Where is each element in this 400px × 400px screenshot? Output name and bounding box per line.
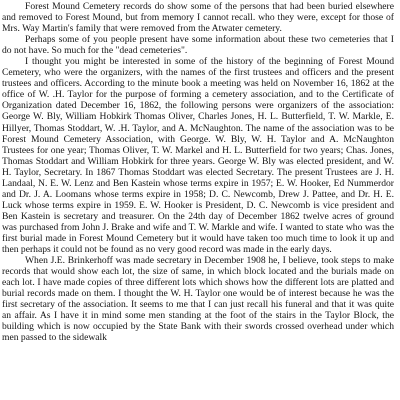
- paragraph-request-information: Perhaps some of you people present have some information about these two cemeteries that I do not have. So much for the "dead cemeteries".: [2, 34, 394, 57]
- paragraph-cemetery-history: I thought you might be interested in some of the history of the beginning of Forest Mound Cemetery, who were the organizers, with the names of the first trustees and officers and the present trustees and officers. According to the minute book a meeting was held on November 16, 1862 at the office of W. .H. Taylor for the purpose of forming a cemetery association, and to the Certificate of Organization dated December 16, 1862, the following persons were organizers of the association: George W. Bly, William Hobkirk Thomas Oliver, Charles Jones, H. L. Butterfield, T. W. Markle, E. Hillyer, Thomas Stoddart, W. .H. Taylor, and A. McNaughton. The name of the association was to be Forest Mound Cemetery Association, with George. W. Bly, W. H. Taylor and A. McNaughton Trustees for one year; Thomas Oliver, T. W. Markel and H. L. Butterfield for two years; Chas. Jones, Thomas Stoddart and William Hobkirk for three years. George W. Bly was elected president, and W. H. Taylor, Secretary. In 1867 Thomas Stoddart was elected Secretary. The present Trustees are J. H. Landaal, N. E. W. Lenz and Ben Kastein whose terms expire in 1957; E. W. Hooker, Ed Nummerdor and Dr. J. A. Loomans whose terms expire in 1958; D. C. Newcomb, Drew J. Pattee, and Dr. H. E. Luck whose terms expire in 1959. E. W. Hooker is President, D. C. Newcomb is vice president and Ben Kastein is secretary and treasurer. On the 24th day of December 1862 twelve acres of ground was purchased from John J. Brake and wife and T. W. Markle and wife. I wanted to state who was the first burial made in Forest Mound Cemetery but it would have taken too much time to look it up and then perhaps it could not be found as no very good record was made in the early days.: [2, 56, 394, 256]
- paragraph-dead-cemeteries-records: Forest Mound Cemetery records do show some of the persons that had been buried elsewhere and removed to Forest Mound, but from memory I cannot recall. who they were, except for those of Mrs. Way Martin's family that were removed from the Atwater cemetery.: [2, 1, 394, 35]
- paragraph-brinkerhoff-records: When J.E. Brinkerhoff was made secretary in December 1908 he, I believe, took steps to make records that would show each lot, the size of same, in which block located and the burials made on each lot. I have made copies of three different lots which shows how the different lots are platted and burial records made on them. I thought the W. H. Taylor one would be of interest because he was the first secretary of the association. It seems to me that I can just recall his funeral and that it was quite an affair. As I have it in mind some men standing at the foot of the stairs in the Taylor Block, the building which is now occupied by the State Bank with their swords crossed overhead under which men passed to the sidewalk: [2, 255, 394, 344]
